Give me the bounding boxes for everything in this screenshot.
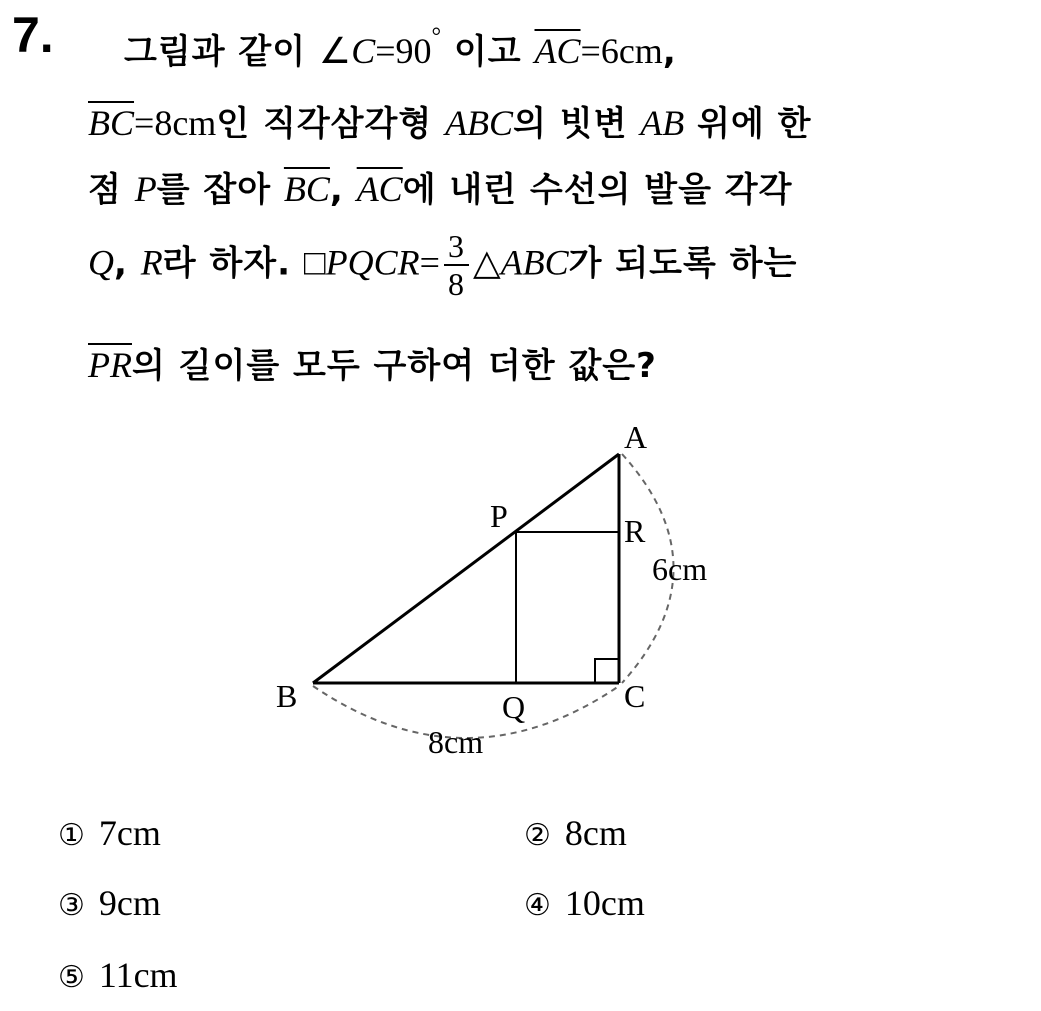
- text: 가 되도록 하는: [568, 243, 798, 284]
- choice-text: 10cm: [564, 883, 645, 923]
- choice-5[interactable]: [58, 954, 178, 996]
- math-var: R: [140, 242, 163, 283]
- text: 의 길이를 모두 구하여 더한 값은?: [131, 346, 657, 386]
- text: ,: [662, 32, 677, 72]
- choice-3[interactable]: [58, 882, 161, 924]
- choice-mark: ③: [58, 888, 85, 923]
- text: 이고: [441, 32, 535, 72]
- text: 라 하자.: [162, 243, 304, 284]
- choice-mark: ④: [524, 888, 551, 923]
- choice-text: 7cm: [98, 813, 161, 853]
- label-p: P: [490, 498, 508, 534]
- math-var: AB: [640, 103, 685, 143]
- segment-ac: $\overline{AC}$: [534, 31, 581, 71]
- math-var: Q: [88, 242, 114, 283]
- square-symbol: □: [303, 242, 326, 283]
- label-bc-length: 8cm: [428, 724, 484, 760]
- choice-1[interactable]: [58, 812, 161, 854]
- segment-pr: $\overline{PR}$: [88, 345, 132, 385]
- choice-text: 9cm: [98, 883, 161, 923]
- question-number: 7.: [12, 7, 54, 63]
- choice-4[interactable]: [524, 882, 645, 924]
- degree-symbol: °: [431, 24, 442, 50]
- fraction-numerator: 3: [444, 228, 469, 266]
- math-value: =90: [375, 31, 432, 71]
- label-r: R: [624, 513, 646, 549]
- text: 를 잡아: [156, 170, 284, 210]
- label-b: B: [276, 678, 298, 714]
- label-c: C: [624, 678, 646, 714]
- text: ,: [329, 170, 357, 210]
- math-var: P: [134, 169, 157, 209]
- choice-2[interactable]: [524, 812, 627, 854]
- segment-bc: $\overline{BC}$: [283, 169, 330, 209]
- text: 그림과 같이: [124, 32, 319, 72]
- text: 위에 한: [684, 104, 812, 144]
- side-ab: [313, 454, 619, 683]
- label-ac-length: 6cm: [652, 551, 708, 587]
- right-angle-mark: [595, 659, 619, 683]
- segment-ac: $\overline{AC}$: [356, 169, 403, 209]
- triangle-symbol: △: [472, 242, 501, 283]
- label-q: Q: [502, 689, 526, 725]
- math-value: =6cm: [580, 31, 663, 71]
- math-var: C: [351, 31, 376, 71]
- choice-text: 8cm: [564, 813, 627, 853]
- text: 에 내린 수선의 발을 각각: [402, 170, 793, 210]
- text: 의 빗변: [513, 104, 641, 144]
- segment-bc: $\overline{BC}$: [88, 103, 135, 143]
- text: 점: [88, 170, 135, 210]
- angle-symbol: ∠: [318, 31, 352, 71]
- math-var: PQCR: [325, 242, 420, 283]
- math-value: =8cm: [134, 103, 217, 143]
- label-a: A: [624, 419, 648, 455]
- text: ,: [114, 243, 141, 284]
- math-var: ABC: [500, 242, 569, 283]
- math-var: ABC: [445, 103, 514, 143]
- choice-mark: ①: [58, 818, 85, 853]
- text: 인 직각삼각형: [216, 104, 446, 144]
- choice-text: 11cm: [98, 955, 178, 995]
- fraction-denominator: 8: [447, 266, 465, 302]
- equals-sign: =: [419, 242, 440, 283]
- choice-mark: ②: [524, 818, 551, 853]
- choice-mark: ⑤: [58, 960, 85, 995]
